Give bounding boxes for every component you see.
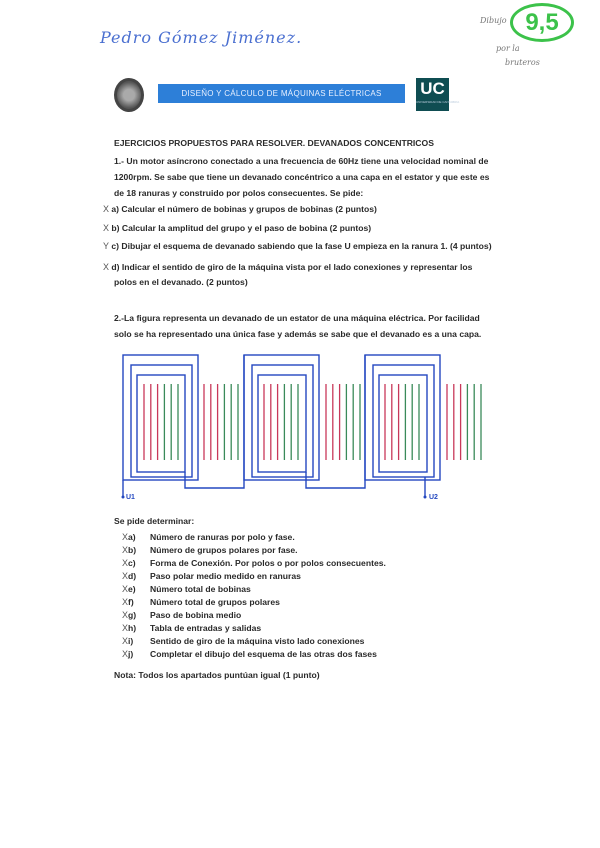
check-mark: X xyxy=(122,558,129,568)
item-label: f) xyxy=(128,597,134,607)
ex1-item-b: b) Calcular la amplitud del grupo y el paso de bobina (2 puntos) xyxy=(111,223,372,233)
uc-logo: UC UNIVERSIDAD DE CANTABRIA xyxy=(416,78,449,111)
check-mark: Y xyxy=(103,241,110,251)
group-connector xyxy=(306,355,365,488)
student-name-handwritten: Pedro Gómez Jiménez. xyxy=(100,28,303,47)
check-mark: X xyxy=(122,532,129,542)
item-text: Número de grupos polares por fase. xyxy=(150,545,298,555)
ex1-item-d: d) Indicar el sentido de giro de la máquina vista por el lado conexiones y representar los xyxy=(111,262,473,272)
ex2-ask: Se pide determinar: xyxy=(114,516,195,526)
item-text: Paso polar medio medido en ranuras xyxy=(150,571,301,581)
item-text: Número total de bobinas xyxy=(150,584,251,594)
item-label: e) xyxy=(128,584,136,594)
check-mark: X xyxy=(103,223,110,233)
coil-middle xyxy=(373,365,434,477)
ex2-item xyxy=(122,649,377,659)
coil-middle xyxy=(131,365,192,477)
item-text: Número total de grupos polares xyxy=(150,597,280,607)
item-text: Número de ranuras por polo y fase. xyxy=(150,532,295,542)
ex2-item xyxy=(122,597,280,607)
coil-outer xyxy=(244,355,319,480)
item-text: Completar el dibujo del esquema de las otras dos fases xyxy=(150,649,377,659)
item-text: Paso de bobina medio xyxy=(150,610,242,620)
item-label: d) xyxy=(128,571,137,581)
check-mark: X xyxy=(103,262,110,272)
item-label: j) xyxy=(128,649,134,659)
ex2-item xyxy=(122,636,364,646)
item-text: Forma de Conexión. Por polos o por polos consecuentes. xyxy=(150,558,386,568)
group-connector xyxy=(185,355,244,488)
check-mark: X xyxy=(122,584,129,594)
ex1-item-d-cont: polos en el devanado. (2 puntos) xyxy=(114,277,248,287)
item-label: b) xyxy=(128,545,137,555)
ex2-item xyxy=(122,558,386,568)
ex2-note: Nota: Todos los apartados puntúan igual (1 punto) xyxy=(114,670,320,680)
page-title: EJERCICIOS PROPUESTOS PARA RESOLVER. DEVANADOS CONCENTRICOS xyxy=(114,138,434,148)
ex2-item xyxy=(122,532,295,542)
check-mark: X xyxy=(122,649,129,659)
check-mark: X xyxy=(122,636,129,646)
ex2-text: 2.-La figura representa un devanado de un estator de una máquina eléctrica. Por facilidad xyxy=(114,313,480,323)
terminal-u1-label: U1 xyxy=(126,494,135,501)
ex1-text: de 18 ranuras y construido por polos consecuentes. Se pide: xyxy=(114,188,364,198)
item-label: a) xyxy=(128,532,136,542)
course-banner: DISEÑO Y CÁLCULO DE MÁQUINAS ELÉCTRICAS xyxy=(158,84,405,103)
check-mark: X xyxy=(122,610,129,620)
ex2-text: solo se ha representado una única fase y además se sabe que el devanado es a una capa. xyxy=(114,329,482,339)
ex2-item xyxy=(122,571,301,581)
item-label: g) xyxy=(128,610,137,620)
check-mark: X xyxy=(122,571,129,581)
check-mark: X xyxy=(122,545,129,555)
terminal-u2-icon xyxy=(424,496,427,499)
item-text: Sentido de giro de la máquina visto lado conexiones xyxy=(150,636,365,646)
item-label: h) xyxy=(128,623,137,633)
coil-inner xyxy=(258,375,306,472)
ex2-item xyxy=(122,623,261,633)
item-label: i) xyxy=(128,636,134,646)
grade-circle: 9,5 xyxy=(510,3,574,42)
coil-middle xyxy=(252,365,313,477)
item-text: Tabla de entradas y salidas xyxy=(150,623,262,633)
ex1-item-c: c) Dibujar el esquema de devanado sabiendo que la fase U empieza en la ranura 1. (4 puntos) xyxy=(111,241,492,251)
item-label: c) xyxy=(128,558,136,568)
check-mark: X xyxy=(122,597,129,607)
ex2-item xyxy=(122,610,241,620)
check-mark: X xyxy=(122,623,129,633)
ex1-text: 1200rpm. Se sabe que tiene un devanado concéntrico a una capa en el estator y que este es xyxy=(114,172,490,182)
check-mark: X xyxy=(103,204,110,214)
ex1-text: 1.- Un motor asíncrono conectado a una frecuencia de 60Hz tiene una velocidad nominal de xyxy=(114,156,489,166)
grader-note-line: bruteros xyxy=(505,58,540,67)
grader-note-line: Dibujo xyxy=(480,16,507,25)
terminal-u1-icon xyxy=(122,496,125,499)
ex1-item-a: a) Calcular el número de bobinas y grupos de bobinas (2 puntos) xyxy=(111,204,377,214)
ex2-item xyxy=(122,584,251,594)
ex2-item xyxy=(122,545,298,555)
grader-note-line: por la xyxy=(496,44,520,53)
terminal-u2-label: U2 xyxy=(429,494,438,501)
coil-outer xyxy=(123,355,198,480)
coil-outer xyxy=(365,355,440,480)
coil-inner xyxy=(379,375,427,472)
